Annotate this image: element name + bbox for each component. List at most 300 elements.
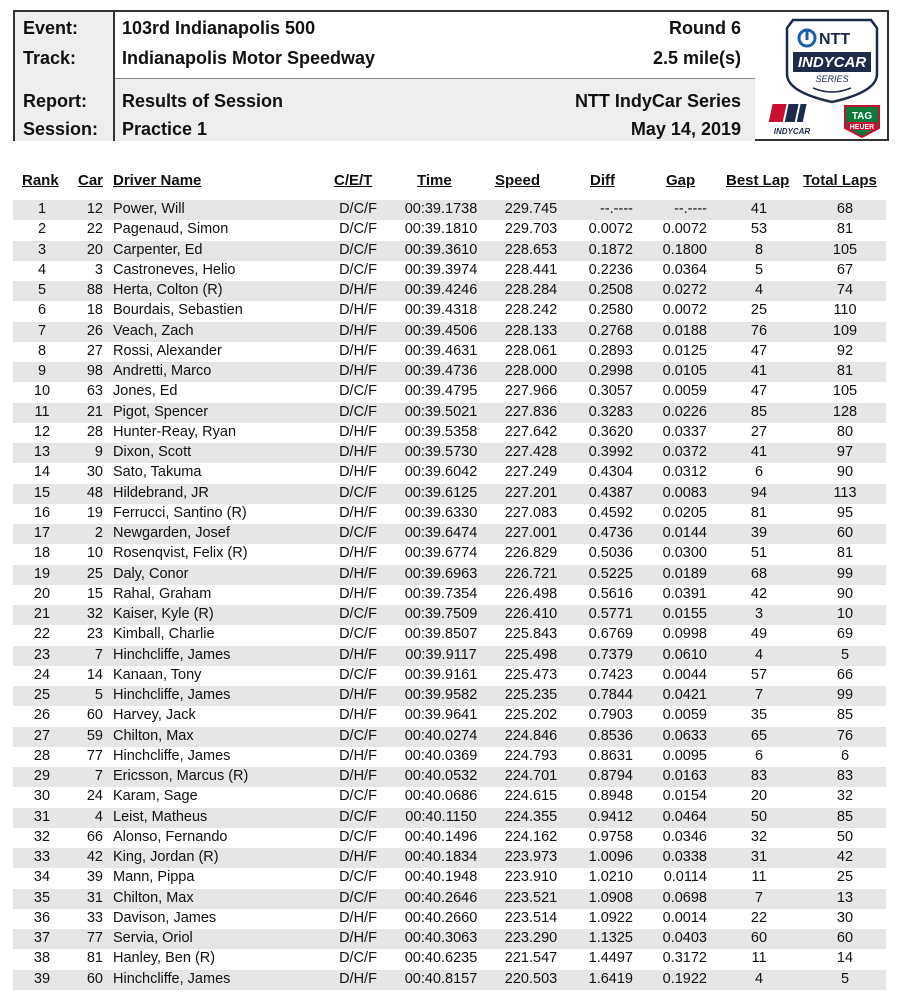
- diff-cell: 1.0210: [588, 869, 633, 886]
- diff-cell: 1.4497: [588, 950, 633, 967]
- table-row: [13, 868, 889, 888]
- rank-cell: 29: [33, 768, 51, 784]
- gap-cell: 0.0338: [662, 849, 707, 865]
- best-lap-cell: 7: [754, 889, 764, 906]
- cet-cell: D/C/F: [339, 383, 377, 400]
- car-number-cell: 66: [86, 828, 103, 845]
- tag-text: TAG: [851, 111, 873, 122]
- best-lap-cell: 22: [750, 909, 768, 926]
- speed-cell: 224.615: [504, 788, 558, 805]
- track-label: Track:: [23, 48, 77, 68]
- best-lap-cell: 4: [754, 646, 764, 663]
- car-number-cell: 81: [86, 950, 103, 967]
- diff-cell: 0.9412: [588, 808, 633, 825]
- speed-cell: 228.284: [504, 282, 558, 298]
- car-number-cell: 18: [86, 302, 103, 319]
- driver-name-cell: Pagenaud, Simon: [113, 221, 229, 238]
- rank-cell: 7: [37, 322, 47, 339]
- session-name: Practice 1: [122, 119, 208, 139]
- diff-cell: 0.5616: [588, 585, 633, 602]
- table-row: [13, 362, 889, 382]
- best-lap-cell: 42: [750, 585, 768, 602]
- lap-time-cell: 00:39.5730: [404, 444, 478, 460]
- speed-cell: 225.473: [504, 666, 558, 683]
- lap-time-cell: 00:40.6235: [404, 950, 478, 967]
- driver-name-cell: Hanley, Ben (R): [113, 950, 216, 967]
- best-lap-cell: 83: [750, 768, 768, 784]
- best-lap-cell: 57: [750, 666, 768, 683]
- gap-cell: 0.0272: [662, 282, 707, 298]
- total-laps-cell: 81: [836, 363, 854, 379]
- total-laps-cell: 105: [832, 241, 858, 258]
- speed-cell: 220.503: [504, 970, 558, 987]
- rank-cell: 10: [33, 383, 51, 400]
- driver-name-cell: Kimball, Charlie: [113, 626, 215, 643]
- speed-cell: 225.202: [504, 707, 558, 724]
- track-length: 2.5 mile(s): [652, 48, 741, 68]
- driver-name-cell: Karam, Sage: [113, 788, 198, 805]
- driver-name-cell: Veach, Zach: [113, 322, 194, 339]
- lap-time-cell: 00:39.6474: [404, 525, 478, 541]
- rank-cell: 2: [37, 221, 47, 238]
- rank-cell: 27: [33, 727, 51, 744]
- table-row: [13, 585, 889, 605]
- car-number-cell: 88: [86, 282, 103, 298]
- total-laps-cell: 67: [836, 261, 854, 278]
- speed-cell: 227.249: [504, 464, 558, 481]
- gap-cell: 0.0095: [662, 747, 707, 764]
- gap-cell: --.----: [673, 201, 707, 217]
- speed-cell: 228.653: [504, 241, 558, 258]
- col-rank: Rank: [22, 172, 59, 189]
- gap-cell: 0.0226: [662, 403, 707, 420]
- total-laps-cell: 13: [836, 889, 854, 906]
- rank-cell: 38: [33, 950, 51, 967]
- best-lap-cell: 50: [750, 808, 768, 825]
- cet-cell: D/C/F: [339, 808, 377, 825]
- total-laps-cell: 74: [836, 282, 854, 298]
- best-lap-cell: 53: [750, 221, 768, 238]
- results-table-header: [13, 172, 889, 194]
- speed-cell: 226.721: [504, 565, 558, 582]
- car-number-cell: 60: [86, 970, 103, 987]
- event-name: 103rd Indianapolis 500: [122, 18, 316, 38]
- driver-name-cell: Hinchcliffe, James: [113, 747, 231, 764]
- car-number-cell: 42: [86, 849, 103, 865]
- col-gap: Gap: [666, 172, 696, 189]
- rank-cell: 37: [33, 930, 51, 946]
- speed-cell: 228.133: [504, 322, 558, 339]
- speed-cell: 221.547: [504, 950, 558, 967]
- col-diff: Diff: [590, 172, 615, 189]
- car-number-cell: 77: [86, 747, 103, 764]
- rank-cell: 34: [33, 869, 51, 886]
- diff-cell: 0.2236: [588, 261, 633, 278]
- speed-cell: 223.514: [504, 909, 558, 926]
- car-number-cell: 63: [86, 383, 103, 400]
- driver-name-cell: Rahal, Graham: [113, 585, 212, 602]
- driver-name-cell: Chilton, Max: [113, 889, 194, 906]
- diff-cell: 0.2768: [588, 322, 633, 339]
- total-laps-cell: 90: [836, 585, 854, 602]
- table-row: [13, 767, 889, 787]
- diff-cell: 0.8794: [588, 768, 633, 784]
- cet-cell: D/C/F: [339, 727, 377, 744]
- lap-time-cell: 00:39.6042: [404, 464, 478, 481]
- driver-name-cell: Rosenqvist, Felix (R): [113, 545, 248, 562]
- driver-name-cell: Ericsson, Marcus (R): [113, 768, 249, 784]
- series-name: NTT IndyCar Series: [574, 91, 741, 111]
- total-laps-cell: 85: [836, 707, 854, 724]
- driver-name-cell: Kanaan, Tony: [113, 666, 202, 683]
- best-lap-cell: 76: [750, 322, 768, 339]
- gap-cell: 0.0998: [662, 626, 707, 643]
- cet-cell: D/C/F: [339, 889, 377, 906]
- cet-cell: D/C/F: [339, 201, 377, 217]
- session-date: May 14, 2019: [630, 119, 741, 139]
- diff-cell: 0.7903: [588, 707, 633, 724]
- total-laps-cell: 14: [836, 950, 854, 967]
- total-laps-cell: 6: [840, 747, 850, 764]
- gap-cell: 0.0114: [663, 869, 707, 886]
- diff-cell: 0.0072: [588, 221, 633, 238]
- car-number-cell: 48: [86, 484, 103, 501]
- gap-cell: 0.0346: [662, 828, 707, 845]
- gap-cell: 0.0014: [662, 909, 707, 926]
- diff-cell: 0.8948: [588, 788, 633, 805]
- lap-time-cell: 00:39.6330: [404, 504, 478, 521]
- rank-cell: 5: [37, 282, 47, 298]
- table-row: [13, 200, 889, 220]
- best-lap-cell: 32: [750, 828, 768, 845]
- total-laps-cell: 110: [833, 302, 857, 319]
- best-lap-cell: 68: [750, 565, 768, 582]
- driver-name-cell: Bourdais, Sebastien: [113, 302, 243, 319]
- cet-cell: D/C/F: [339, 221, 377, 238]
- diff-cell: 0.2893: [588, 342, 633, 359]
- lap-time-cell: 00:39.7509: [404, 606, 478, 622]
- col-speed: Speed: [495, 172, 541, 189]
- total-laps-cell: 50: [836, 828, 854, 845]
- best-lap-cell: 5: [754, 261, 764, 278]
- speed-cell: 227.966: [504, 383, 558, 400]
- total-laps-cell: 66: [836, 666, 854, 683]
- gap-cell: 0.0698: [662, 889, 707, 906]
- driver-name-cell: Hinchcliffe, James: [113, 646, 231, 663]
- cet-cell: D/H/F: [339, 444, 377, 460]
- rank-cell: 11: [34, 403, 50, 420]
- best-lap-cell: 27: [750, 423, 768, 440]
- total-laps-cell: 97: [836, 444, 854, 460]
- rank-cell: 39: [33, 970, 51, 987]
- best-lap-cell: 4: [754, 970, 764, 987]
- diff-cell: 0.5225: [588, 565, 633, 582]
- gap-cell: 0.1922: [662, 970, 707, 987]
- driver-name-cell: Hunter-Reay, Ryan: [113, 423, 237, 440]
- car-number-cell: 19: [86, 504, 103, 521]
- total-laps-cell: 90: [836, 464, 854, 481]
- rank-cell: 1: [37, 201, 47, 217]
- series-text: SERIES: [815, 74, 849, 84]
- best-lap-cell: 4: [754, 282, 764, 298]
- cet-cell: D/H/F: [339, 687, 377, 703]
- total-laps-cell: 60: [836, 525, 854, 541]
- gap-cell: 0.0372: [662, 444, 707, 460]
- best-lap-cell: 20: [750, 788, 768, 805]
- tag-heuer-logo-icon: [843, 104, 881, 138]
- lap-time-cell: 00:39.7354: [404, 585, 478, 602]
- table-row: [13, 241, 889, 261]
- table-row: [13, 524, 889, 544]
- table-row: [13, 706, 889, 726]
- lap-time-cell: 00:40.1948: [404, 869, 478, 886]
- rank-cell: 31: [33, 808, 51, 825]
- car-number-cell: 7: [94, 768, 103, 784]
- cet-cell: D/H/F: [339, 970, 377, 987]
- car-number-cell: 60: [86, 707, 103, 724]
- table-row: [13, 301, 889, 321]
- cet-cell: D/C/F: [339, 666, 377, 683]
- best-lap-cell: 3: [754, 606, 764, 622]
- rank-cell: 30: [33, 788, 51, 805]
- diff-cell: 0.5036: [588, 545, 633, 562]
- car-number-cell: 15: [86, 585, 103, 602]
- speed-cell: 227.201: [504, 484, 558, 501]
- gap-cell: 0.0044: [662, 666, 707, 683]
- table-row: [13, 828, 889, 848]
- speed-cell: 226.410: [504, 606, 558, 622]
- driver-name-cell: Davison, James: [113, 909, 217, 926]
- ntt-text: NTT: [819, 31, 851, 48]
- driver-name-cell: Daly, Conor: [113, 565, 189, 582]
- speed-cell: 227.836: [504, 403, 558, 420]
- rank-cell: 32: [33, 828, 51, 845]
- lap-time-cell: 00:40.0686: [404, 788, 478, 805]
- cet-cell: D/H/F: [339, 342, 377, 359]
- rank-cell: 15: [33, 484, 51, 501]
- car-number-cell: 33: [86, 909, 103, 926]
- speed-cell: 229.703: [504, 221, 558, 238]
- table-row: [13, 463, 889, 483]
- lap-time-cell: 00:39.5021: [404, 403, 478, 420]
- table-row: [13, 605, 889, 625]
- driver-name-cell: Mann, Pippa: [113, 869, 195, 886]
- lap-time-cell: 00:39.4506: [404, 322, 478, 339]
- table-row: [13, 666, 889, 686]
- best-lap-cell: 41: [750, 444, 768, 460]
- speed-cell: 226.829: [504, 545, 558, 562]
- results-table-body: [13, 200, 889, 990]
- car-number-cell: 27: [86, 342, 103, 359]
- total-laps-cell: 30: [836, 909, 854, 926]
- driver-name-cell: Herta, Colton (R): [113, 282, 223, 298]
- table-row: [13, 220, 889, 240]
- speed-cell: 228.061: [504, 342, 558, 359]
- car-number-cell: 2: [94, 525, 103, 541]
- gap-cell: 0.0189: [662, 565, 707, 582]
- cet-cell: D/H/F: [339, 930, 377, 946]
- col-driver: Driver Name: [113, 172, 202, 189]
- rank-cell: 26: [33, 707, 51, 724]
- total-laps-cell: 32: [836, 788, 854, 805]
- total-laps-cell: 69: [836, 626, 854, 643]
- cet-cell: D/H/F: [339, 302, 377, 319]
- speed-cell: 227.001: [504, 525, 558, 541]
- table-row: [13, 261, 889, 281]
- total-laps-cell: 99: [836, 687, 854, 703]
- car-number-cell: 5: [94, 687, 103, 703]
- best-lap-cell: 60: [750, 930, 768, 946]
- rank-cell: 35: [33, 889, 51, 906]
- driver-name-cell: Castroneves, Helio: [113, 261, 236, 278]
- header-divider: [113, 12, 115, 139]
- lap-time-cell: 00:39.4795: [404, 383, 478, 400]
- car-number-cell: 7: [94, 646, 103, 663]
- lap-time-cell: 00:39.6125: [404, 484, 478, 501]
- diff-cell: 0.3057: [588, 383, 633, 400]
- gap-cell: 0.1800: [662, 241, 707, 258]
- best-lap-cell: 39: [750, 525, 768, 541]
- heuer-text: HEUER: [849, 124, 875, 131]
- total-laps-cell: 60: [836, 930, 854, 946]
- diff-cell: 1.6419: [588, 970, 633, 987]
- lap-time-cell: 00:39.3610: [404, 241, 478, 258]
- rank-cell: 12: [33, 423, 51, 440]
- diff-cell: 0.1872: [588, 241, 633, 258]
- table-row: [13, 889, 889, 909]
- gap-cell: 0.0421: [662, 687, 707, 703]
- driver-name-cell: Chilton, Max: [113, 727, 194, 744]
- rank-cell: 3: [37, 241, 47, 258]
- rank-cell: 18: [33, 545, 51, 562]
- best-lap-cell: 94: [750, 484, 768, 501]
- cet-cell: D/C/F: [339, 869, 377, 886]
- cet-cell: D/C/F: [339, 484, 377, 501]
- table-row: [13, 382, 889, 402]
- table-row: [13, 686, 889, 706]
- diff-cell: 0.6769: [588, 626, 633, 643]
- total-laps-cell: 128: [832, 403, 858, 420]
- car-number-cell: 10: [86, 545, 103, 562]
- diff-cell: 0.4304: [588, 464, 633, 481]
- cet-cell: D/H/F: [339, 504, 377, 521]
- cet-cell: D/C/F: [339, 626, 377, 643]
- cet-cell: D/H/F: [339, 909, 377, 926]
- car-number-cell: 20: [86, 241, 103, 258]
- gap-cell: 0.0163: [662, 768, 707, 784]
- table-row: [13, 342, 889, 362]
- cet-cell: D/H/F: [339, 585, 377, 602]
- gap-cell: 0.0610: [662, 646, 707, 663]
- rank-cell: 19: [33, 565, 51, 582]
- table-row: [13, 625, 889, 645]
- gap-cell: 0.0072: [662, 221, 707, 238]
- lap-time-cell: 00:39.6774: [404, 545, 478, 562]
- diff-cell: 0.8631: [588, 747, 633, 764]
- driver-name-cell: Hinchcliffe, James: [113, 970, 231, 987]
- event-label: Event:: [23, 18, 79, 38]
- speed-cell: 223.973: [504, 849, 558, 865]
- best-lap-cell: 41: [750, 363, 768, 379]
- total-laps-cell: 5: [840, 970, 850, 987]
- best-lap-cell: 25: [750, 302, 768, 319]
- gap-cell: 0.0188: [662, 322, 707, 339]
- col-time: Time: [417, 172, 452, 189]
- best-lap-cell: 47: [750, 383, 768, 400]
- lap-time-cell: 00:39.4631: [404, 342, 478, 359]
- diff-cell: 1.1325: [588, 930, 633, 946]
- speed-cell: 228.000: [504, 363, 558, 379]
- lap-time-cell: 00:40.8157: [404, 970, 478, 987]
- lap-time-cell: 00:39.6963: [404, 565, 478, 582]
- driver-name-cell: Dixon, Scott: [113, 444, 192, 460]
- speed-cell: 227.428: [504, 444, 558, 460]
- table-row: [13, 727, 889, 747]
- gap-cell: 0.0312: [662, 464, 707, 481]
- speed-cell: 224.355: [504, 808, 558, 825]
- speed-cell: 226.498: [504, 585, 558, 602]
- best-lap-cell: 6: [754, 464, 764, 481]
- gap-cell: 0.0464: [662, 808, 707, 825]
- table-row: [13, 565, 889, 585]
- speed-cell: 224.793: [504, 747, 558, 764]
- driver-name-cell: Newgarden, Josef: [113, 525, 230, 541]
- rank-cell: 4: [37, 261, 47, 278]
- gap-cell: 0.0083: [662, 484, 707, 501]
- total-laps-cell: 42: [836, 849, 854, 865]
- cet-cell: D/C/F: [339, 606, 377, 622]
- diff-cell: 0.7844: [588, 687, 633, 703]
- cet-cell: D/H/F: [339, 565, 377, 582]
- table-row: [13, 504, 889, 524]
- table-row: [13, 848, 889, 868]
- total-laps-cell: 109: [832, 322, 858, 339]
- lap-time-cell: 00:39.1738: [404, 201, 478, 217]
- car-number-cell: 12: [86, 201, 103, 217]
- lap-time-cell: 00:40.1150: [405, 808, 477, 825]
- speed-cell: 225.843: [504, 626, 558, 643]
- cet-cell: D/H/F: [339, 747, 377, 764]
- driver-name-cell: Andretti, Marco: [113, 363, 212, 379]
- rank-cell: 9: [37, 363, 47, 379]
- total-laps-cell: 25: [836, 869, 854, 886]
- best-lap-cell: 11: [751, 869, 767, 886]
- car-number-cell: 39: [86, 869, 103, 886]
- driver-name-cell: Pigot, Spencer: [113, 403, 209, 420]
- diff-cell: 0.2508: [588, 282, 633, 298]
- gap-cell: 0.0205: [662, 504, 707, 521]
- table-row: [13, 747, 889, 767]
- diff-cell: 0.7423: [588, 666, 633, 683]
- diff-cell: 0.9758: [588, 828, 633, 845]
- gap-cell: 0.0391: [662, 585, 707, 602]
- driver-name-cell: Leist, Matheus: [113, 808, 208, 825]
- rank-cell: 36: [33, 909, 51, 926]
- diff-cell: 0.3992: [588, 444, 633, 460]
- report-label: Report:: [23, 91, 87, 111]
- lap-time-cell: 00:39.4318: [404, 302, 478, 319]
- rank-cell: 24: [33, 666, 51, 683]
- best-lap-cell: 35: [750, 707, 768, 724]
- diff-cell: 1.0096: [588, 849, 633, 865]
- gap-cell: 0.0059: [662, 383, 707, 400]
- diff-cell: 1.0908: [588, 889, 633, 906]
- car-number-cell: 14: [86, 666, 103, 683]
- total-laps-cell: 105: [832, 383, 858, 400]
- car-number-cell: 26: [86, 322, 103, 339]
- car-number-cell: 21: [86, 403, 103, 420]
- speed-cell: 227.083: [504, 504, 558, 521]
